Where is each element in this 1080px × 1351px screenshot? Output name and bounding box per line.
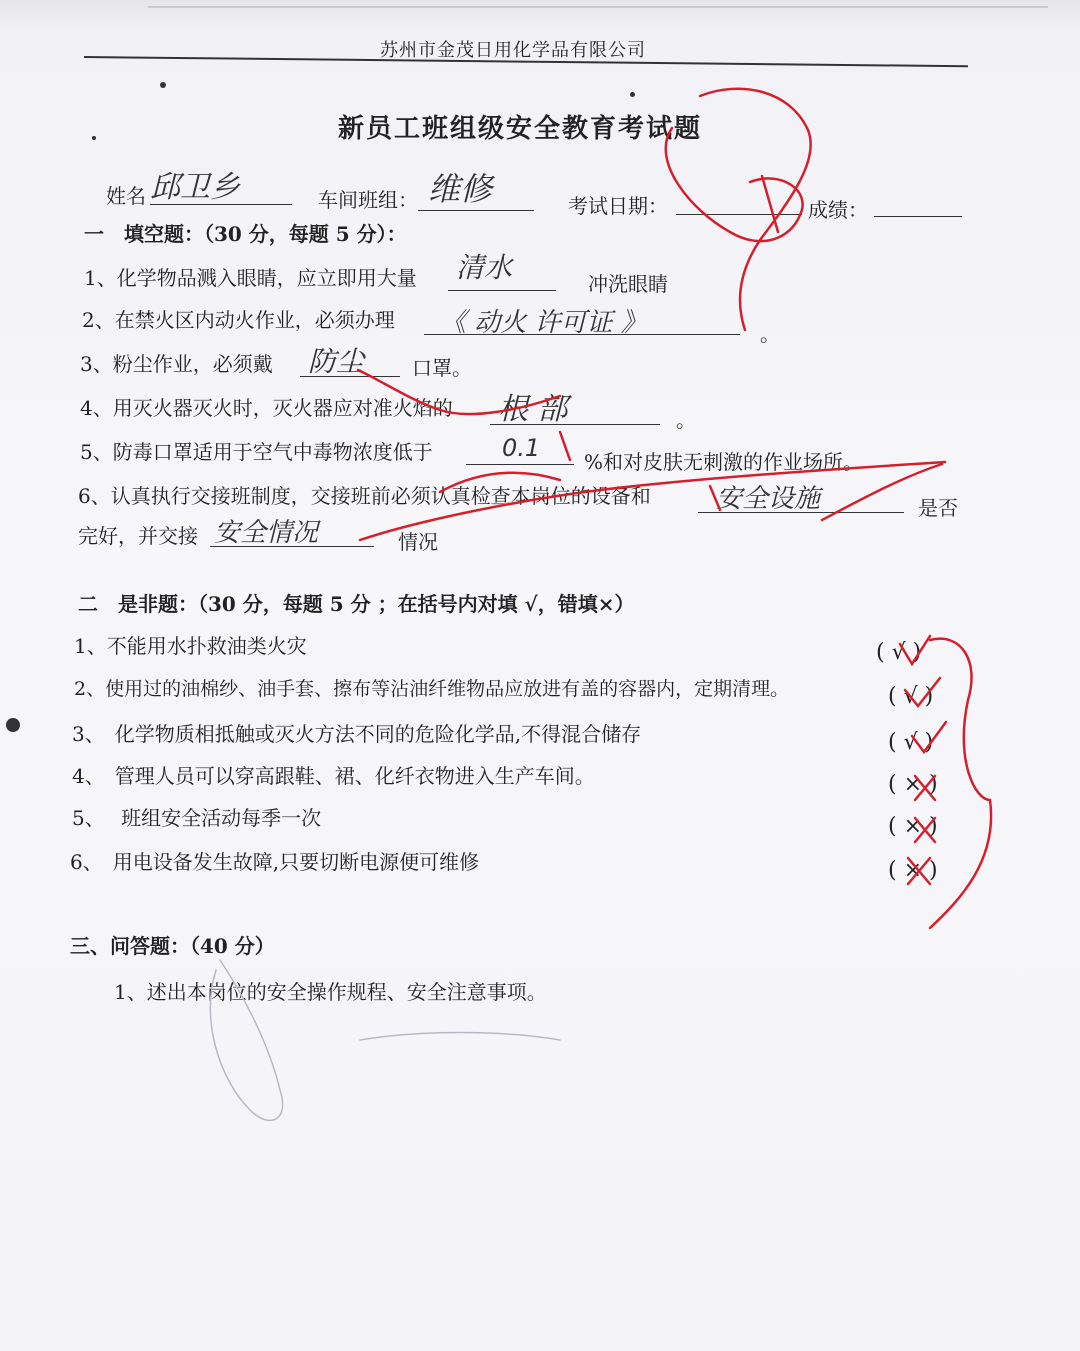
q5-underline	[466, 464, 574, 465]
speck	[630, 92, 635, 97]
q2-text: 2、在禁火区内动火作业，必须办理	[82, 308, 395, 332]
q3-suffix: 口罩。	[412, 356, 472, 380]
red-margin-stroke	[930, 639, 991, 928]
score-label: 成绩：	[808, 198, 868, 222]
q4-underline	[490, 424, 660, 425]
tf-mark-2: ( √ )	[888, 684, 934, 709]
name-answer: 邱卫乡	[150, 170, 240, 205]
essay-question-1: 1、述出本岗位的安全操作规程、安全注意事项。	[114, 980, 547, 1004]
q3-answer: 防尘	[308, 345, 365, 378]
q3-underline	[300, 376, 400, 377]
company-name: 苏州市金茂日用化学品有限公司	[380, 40, 646, 61]
section2-heading: 二 是非题：（30 分，每题 5 分 ；在括号内对填 √，错填×）	[78, 592, 635, 616]
q5-answer: 0.1	[502, 434, 541, 462]
workshop-answer: 维修	[428, 170, 493, 208]
q5-suffix: %和对皮肤无刺激的作业场所。	[584, 450, 864, 474]
q4-answer: 根 部	[498, 392, 568, 427]
q6-suffix2: 情况	[398, 530, 438, 554]
tf-item-1: 1、不能用水扑救油类火灾	[74, 634, 307, 658]
date-underline	[676, 214, 802, 215]
q2-underline	[424, 334, 740, 335]
name-underline	[150, 204, 292, 205]
q1-suffix: 冲洗眼睛	[588, 272, 668, 296]
tf-item-5: 5、 班组安全活动每季一次	[72, 806, 322, 830]
q6-underline1	[698, 512, 904, 513]
q6-text: 6、认真执行交接班制度，交接班前必须认真检查本岗位的设备和	[78, 484, 651, 508]
tf-mark-3: ( √ )	[888, 730, 934, 755]
q5-text: 5、防毒口罩适用于空气中毒物浓度低于	[80, 440, 433, 464]
tf-mark-6: ( × )	[888, 858, 938, 883]
q6-suffix1: 是否	[918, 496, 958, 520]
score-underline	[874, 216, 962, 217]
q1-underline	[448, 290, 556, 291]
tf-mark-4: ( × )	[888, 772, 938, 797]
name-label: 姓名	[106, 184, 146, 208]
q6-answer1: 安全设施	[716, 484, 821, 514]
workshop-underline	[418, 210, 534, 211]
tf-item-2: 2、使用过的油棉纱、油手套、擦布等沾油纤维物品应放进有盖的容器内，定期清理。	[74, 678, 790, 700]
red-score-curve	[700, 89, 811, 330]
q1-text: 1、化学物品溅入眼睛，应立即用大量	[84, 266, 417, 290]
top-edge-shadow	[0, 0, 1080, 30]
q3-text: 3、粉尘作业，必须戴	[80, 352, 273, 376]
tf-item-4: 4、 管理人员可以穿高跟鞋、裙、化纤衣物进入生产车间。	[72, 764, 595, 788]
tf-mark-5: ( × )	[888, 814, 938, 839]
q2-answer: 《 动火 许可证 》	[440, 308, 647, 338]
speck	[92, 136, 96, 140]
tf-mark-1: ( √ )	[876, 640, 922, 665]
margin-dot	[6, 718, 20, 732]
q2-suffix: 。	[760, 322, 780, 346]
q6-text2: 完好，并交接	[78, 524, 198, 548]
section3-heading: 三、问答题：（40 分）	[70, 934, 275, 958]
tf-item-3: 3、 化学物质相抵触或灭火方法不同的危险化学品,不得混合储存	[72, 722, 642, 746]
q1-answer: 清水	[456, 251, 513, 284]
exam-title: 新员工班组级安全教育考试题	[338, 114, 703, 144]
workshop-label: 车间班组：	[318, 188, 418, 212]
q6-underline2	[210, 546, 374, 547]
section1-heading: 一 填空题：（30 分，每题 5 分）：	[84, 222, 407, 246]
q4-suffix: 。	[676, 408, 696, 432]
tf-item-6: 6、 用电设备发生故障,只要切断电源便可维修	[70, 850, 480, 874]
red-score-tick	[762, 176, 778, 232]
q4-text: 4、用灭火器灭火时，灭火器应对准火焰的	[80, 396, 453, 420]
date-label: 考试日期：	[568, 194, 668, 218]
q6-answer2: 安全情况	[214, 518, 319, 548]
speck	[160, 82, 166, 88]
